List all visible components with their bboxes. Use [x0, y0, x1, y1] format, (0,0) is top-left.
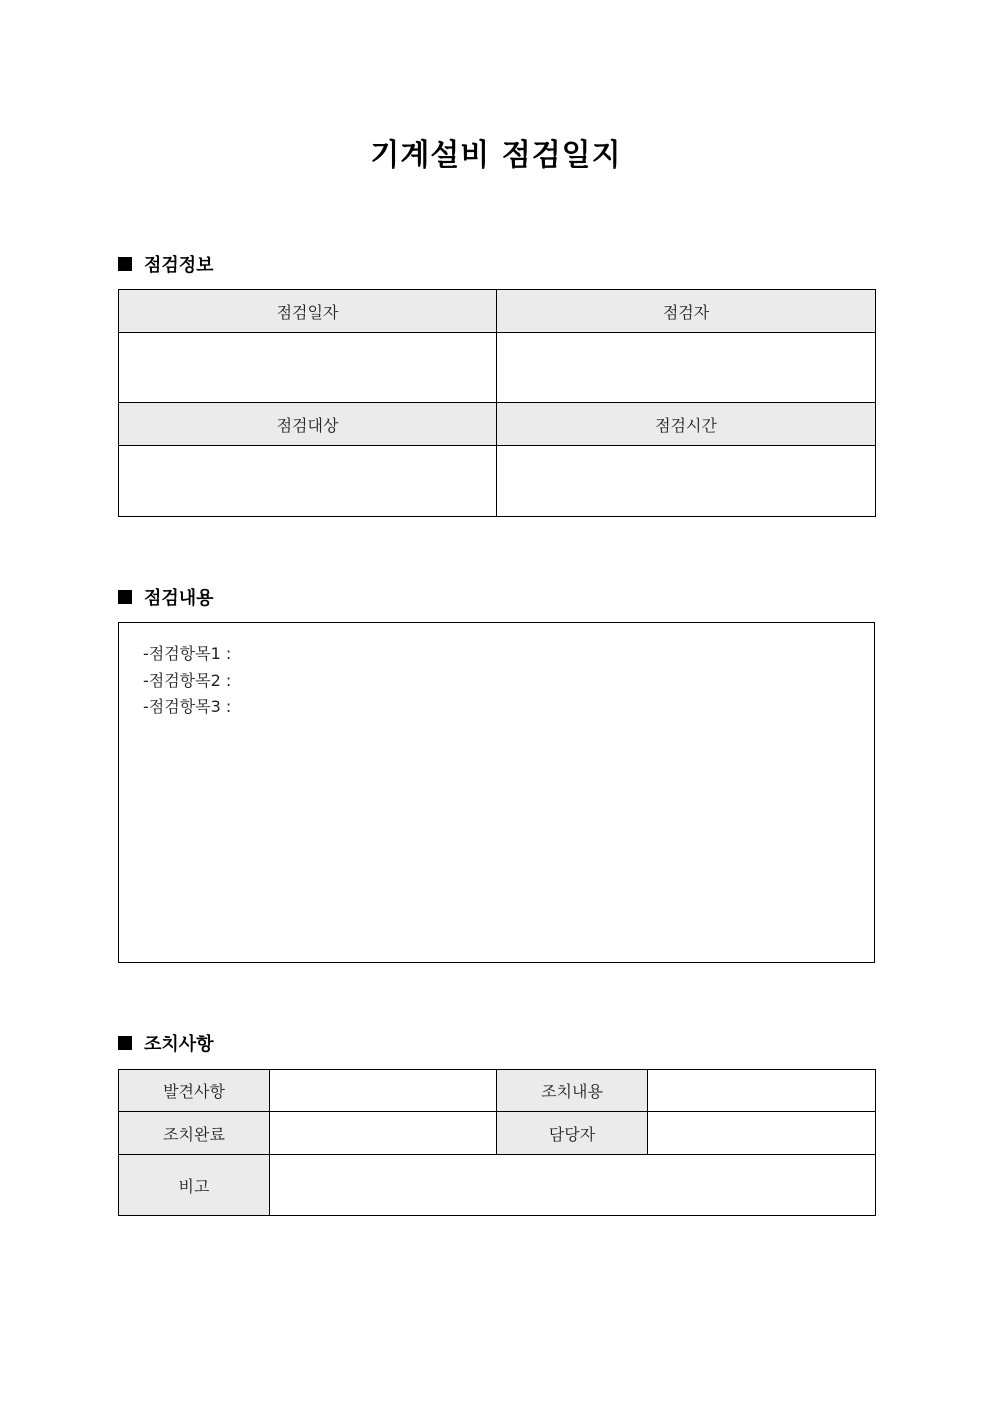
- action-completed-field[interactable]: [270, 1112, 497, 1155]
- inspection-target-label: 점검대상: [119, 403, 497, 446]
- action-details-label: 조치내용: [497, 1070, 648, 1112]
- inspection-items-list: [143, 641, 231, 721]
- section-heading-inspection-content: [118, 584, 214, 610]
- person-in-charge-label: 담당자: [497, 1112, 648, 1155]
- remarks-field[interactable]: [270, 1155, 876, 1216]
- inspection-info-table: [118, 289, 876, 517]
- section-title: 점검내용: [144, 588, 214, 609]
- document-title: 기계설비 점검일지: [370, 138, 622, 173]
- table-row: [119, 1070, 876, 1112]
- remarks-label: 비고: [119, 1155, 270, 1216]
- inspector-field[interactable]: [497, 333, 876, 403]
- findings-field[interactable]: [270, 1070, 497, 1112]
- inspection-time-label: 점검시간: [497, 403, 876, 446]
- table-row: [119, 290, 876, 333]
- inspection-target-field[interactable]: [119, 446, 497, 517]
- inspection-content-box[interactable]: [118, 622, 875, 963]
- section-heading-inspection-info: [118, 251, 214, 277]
- inspector-label: 점검자: [497, 290, 876, 333]
- table-row: [119, 403, 876, 446]
- findings-label: 발견사항: [119, 1070, 270, 1112]
- square-bullet-icon: [118, 590, 132, 604]
- section-title: 조치사항: [144, 1034, 214, 1055]
- inspection-item-3: -점검항목3 :: [143, 697, 232, 716]
- section-title: 점검정보: [144, 255, 214, 276]
- inspection-date-label: 점검일자: [119, 290, 497, 333]
- inspection-date-field[interactable]: [119, 333, 497, 403]
- inspection-item-2: -점검항목2 :: [143, 670, 232, 690]
- table-row: [119, 333, 876, 403]
- person-in-charge-field[interactable]: [648, 1112, 876, 1155]
- actions-table: [118, 1069, 876, 1216]
- action-details-field[interactable]: [648, 1070, 876, 1112]
- square-bullet-icon: [118, 1036, 132, 1050]
- square-bullet-icon: [118, 257, 132, 271]
- table-row: [119, 446, 876, 517]
- section-heading-actions: [118, 1030, 214, 1056]
- inspection-item-1: -점검항목1 :: [143, 644, 232, 663]
- table-row: [119, 1155, 876, 1216]
- table-row: [119, 1112, 876, 1155]
- action-completed-label: 조치완료: [119, 1112, 270, 1155]
- inspection-time-field[interactable]: [497, 446, 876, 517]
